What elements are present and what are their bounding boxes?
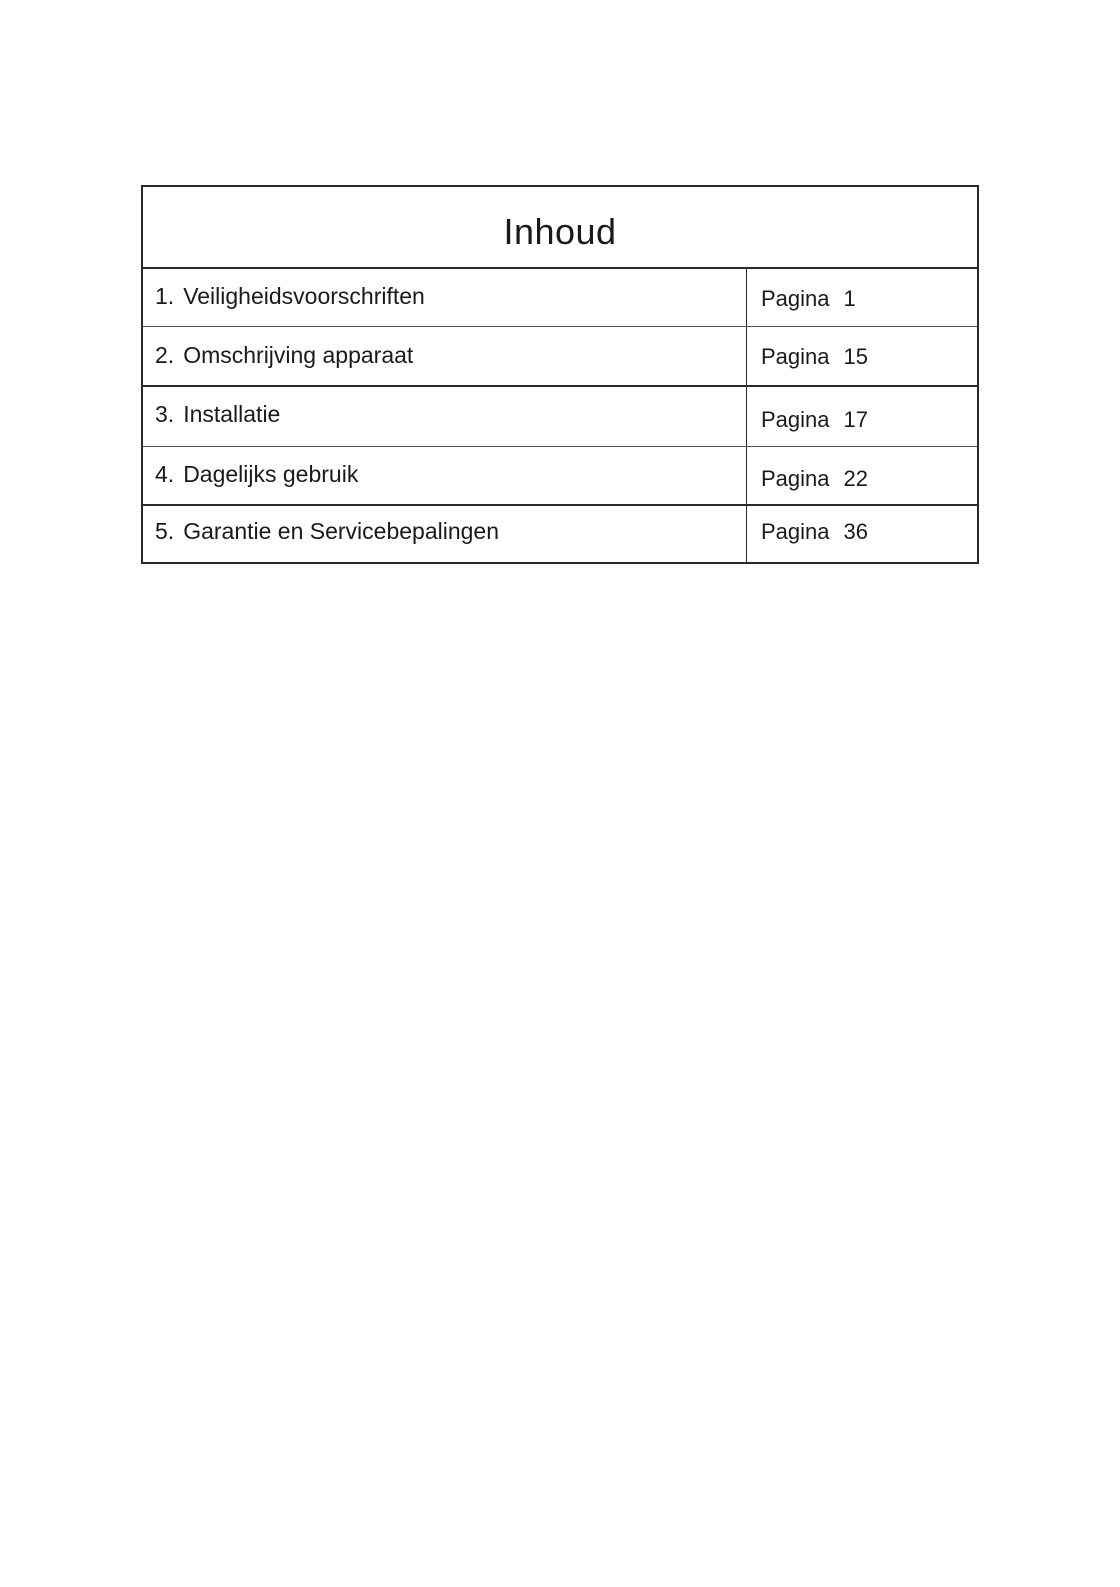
toc-entry-label	[155, 518, 499, 545]
toc-entry-title: Omschrijving apparaat	[183, 342, 414, 368]
toc-entry-page	[761, 344, 868, 370]
toc-header	[143, 187, 977, 269]
toc-entry-page	[761, 466, 868, 492]
toc-entry-label	[155, 401, 280, 428]
toc-page-number: 22	[843, 466, 868, 491]
toc-entry-number: 3.	[155, 401, 175, 427]
toc-page-word: Pagina	[761, 407, 830, 432]
toc-entry-label	[155, 461, 358, 488]
toc-entry-title: Garantie en Servicebepalingen	[183, 518, 500, 544]
toc-entry-number: 5.	[155, 518, 175, 544]
toc-title: Inhoud	[503, 211, 617, 252]
toc-entry-title: Dagelijks gebruik	[183, 461, 359, 487]
toc-entry	[143, 447, 977, 506]
toc-page-number: 17	[843, 407, 868, 432]
toc-entry	[143, 506, 977, 562]
toc-entry-label	[155, 283, 425, 310]
toc-page-word: Pagina	[761, 286, 830, 311]
toc-page-word: Pagina	[761, 519, 830, 544]
toc-page-word: Pagina	[761, 344, 830, 369]
toc-page-number: 36	[843, 519, 868, 544]
toc-entry-label	[155, 342, 413, 369]
toc-entry-number: 2.	[155, 342, 175, 368]
toc-entry	[143, 387, 977, 447]
toc-entry-page	[761, 407, 868, 433]
toc-entry-title: Installatie	[183, 401, 281, 427]
toc-entry	[143, 267, 977, 327]
toc-entry-title: Veiligheidsvoorschriften	[183, 283, 425, 309]
table-of-contents	[141, 185, 979, 564]
toc-entry-page	[761, 519, 868, 545]
toc-entry	[143, 327, 977, 387]
toc-page-number: 15	[843, 344, 868, 369]
toc-entry-page	[761, 286, 856, 312]
toc-entry-number: 1.	[155, 283, 175, 309]
toc-page-number: 1	[843, 286, 856, 311]
toc-entry-number: 4.	[155, 461, 175, 487]
toc-page-word: Pagina	[761, 466, 830, 491]
